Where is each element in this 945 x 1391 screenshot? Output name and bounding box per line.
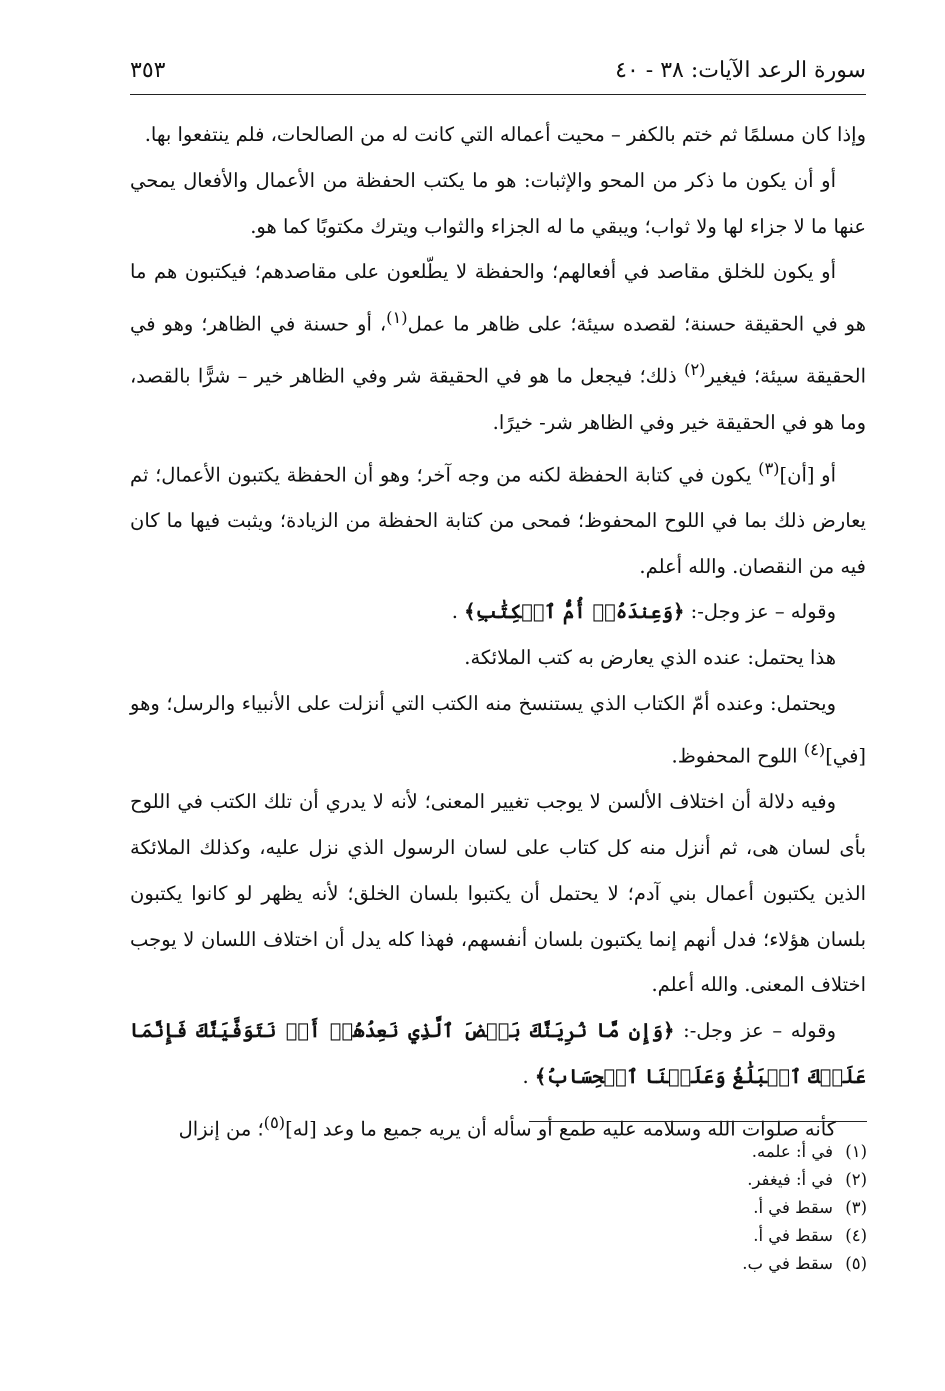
footnote-text: سقط في أ.: [753, 1226, 833, 1245]
footnote-ref: (٤): [803, 739, 826, 759]
paragraph-text: ، أو حسنة في الظاهر؛ وهو في الحقيقة سيئة؛ فيغير: [130, 312, 866, 388]
quran-verse: ﴿وَعِندَهُۥٓ أُمُّ ٱلۡكِتَٰبِ﴾: [464, 600, 685, 624]
footnote-number: (١): [845, 1142, 867, 1161]
footnote-number: (٤): [845, 1226, 867, 1245]
footnote-number: (٢): [845, 1170, 867, 1189]
paragraph-text: .: [522, 1064, 535, 1088]
page-number: ٣٥٣: [130, 58, 166, 83]
paragraph-text: أو أن يكون ما ذكر من المحو والإثبات: هو ما يكتب الحفظة من الأعمال والأفعال يمحي عنها ما لا جزاء لها ولا ثواب؛ ويبقي ما له الجزاء والثواب ويترك مكتوبًا كما هو.: [130, 168, 866, 238]
header-title: سورة الرعد الآيات: ٣٨ - ٤٠: [615, 58, 866, 83]
footnote-item: [467, 1222, 867, 1250]
paragraph-text: وإذا كان مسلمًا ثم ختم بالكفر – محيت أعماله التي كانت له من الصالحات، فلم ينتفعوا بها.: [144, 123, 866, 146]
footnote-ref: (٢): [684, 360, 706, 380]
running-header: [130, 52, 866, 95]
paragraph: [130, 635, 866, 681]
main-text: [130, 112, 866, 1152]
footnote-text: سقط في أ.: [753, 1198, 833, 1217]
paragraph: [130, 589, 866, 635]
paragraph-text: ويحتمل: وعنده أمّ الكتاب الذي يستنسخ منه الكتب التي أنزلت على الأنبياء والرسل؛ وهو [في]: [130, 692, 866, 768]
footnote-ref: (١): [386, 308, 408, 328]
paragraph: [130, 446, 866, 590]
paragraph-text: أو يكون للخلق مقاصد في أفعالهم؛ والحفظة لا يطّلعون على مقاصدهم؛ فيكتبون هم ما هو في الحقيقة حسنة؛ لقصده سيئة؛ على ظاهر ما عمل: [130, 260, 866, 336]
quran-verse: ﴿وَإِن مَّا نُرِيَنَّكَ بَعۡضَ ٱلَّذِي نَعِدُهُمۡ أَوۡ نَتَوَفَّيَنَّكَ فَإِنَّمَا عَلَيۡكَ ٱلۡبَلَٰغُ وَعَلَيۡنَا ٱلۡحِسَابُ﴾: [130, 1019, 866, 1088]
paragraph-text: وقوله – عز وجل-:: [674, 1019, 836, 1043]
footnote-item: [467, 1138, 867, 1166]
footnote-ref: (٥): [263, 1112, 286, 1132]
footnote-item: [467, 1250, 867, 1278]
paragraph-text: اللوح المحفوظ.: [671, 744, 804, 768]
paragraph-text: يكون في كتابة الحفظة لكنه من وجه آخر؛ وهو أن الحفظة يكتبون الأعمال؛ ثم يعارض ذلك بما في اللوح المحفوظ؛ فمحى من كتابة الحفظة من الزيادة؛ ويثبت فيها ما كان فيه من النقصان. والله أعلم.: [130, 463, 866, 578]
footnote-ref: (٣): [758, 458, 780, 478]
paragraph-text: كأنه صلوات الله وسلامه عليه طمع أو سأله أن يريه جميع ما وعد [له]: [285, 1117, 836, 1141]
paragraph: [130, 249, 866, 445]
footnote-number: (٣): [845, 1198, 867, 1217]
footnote-number: (٥): [845, 1254, 867, 1273]
paragraph: [130, 1008, 866, 1100]
paragraph: [130, 158, 866, 250]
footnote-separator: [529, 1121, 867, 1122]
footnote-item: [467, 1166, 867, 1194]
paragraph-text: وقوله – عز وجل-:: [684, 600, 836, 624]
paragraph-text: هذا يحتمل: عنده الذي يعارض به كتب الملائكة.: [464, 646, 836, 670]
paragraph-text: ذلك؛ فيجعل ما هو في الحقيقة شر وفي الظاهر خير – شرًّا بالقصد، وما هو في الحقيقة خير وفي الظاهر شر- خيرًا.: [130, 364, 866, 434]
footnote-text: سقط في ب.: [742, 1254, 833, 1273]
paragraph-text: ؛ من إنزال: [178, 1117, 264, 1141]
footnote-text: في أ: فيغفر.: [747, 1170, 833, 1189]
footnote-item: [467, 1194, 867, 1222]
footnotes: [467, 1138, 867, 1278]
paragraph-text: .: [451, 600, 465, 624]
paragraph: [130, 681, 866, 779]
footnote-text: في أ: علمه.: [751, 1142, 833, 1161]
paragraph-text: أو [أن]: [779, 463, 836, 487]
paragraph: [130, 112, 866, 158]
paragraph: [130, 779, 866, 1008]
paragraph-text: وفيه دلالة أن اختلاف الألسن لا يوجب تغيير المعنى؛ لأنه لا يدري أن تلك الكتب في اللوح بأى لسان هى، ثم أنزل منه كل كتاب على لسان الرسول الذي نزل عليه، وكذلك الملائكة الذين يكتبون أعمال بني آدم؛ لا يحتمل أن يكتبوا بلسان الخلق؛ لأنه يظهر لو كانوا يكتبون بلسان هؤلاء؛ فدل أنهم إنما يكتبون بلسان أنفسهم، فهذا كله يدل أن اختلاف اللسان لا يوجب اختلاف المعنى. والله أعلم.: [130, 790, 866, 997]
